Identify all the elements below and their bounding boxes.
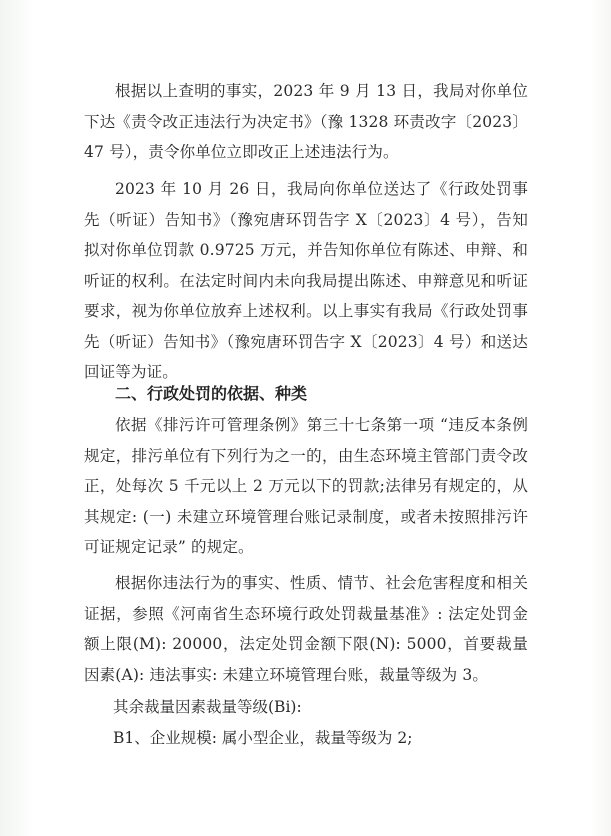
paragraph-facts-order: 根据以上查明的事实，2023 年 9 月 13 日，我局对你单位下达《责令改正违法行为决定书》（豫 1328 环责改字〔2023〕47 号），责令你单位立即改正上述违法行为。 <box>84 82 528 161</box>
paragraph-notice-delivery: 2023 年 10 月 26 日，我局向你单位送达了《行政处罚事先（听证）告知书》（豫宛唐环罚告字 X〔2023〕4 号），告知拟对你单位罚款 0.9725 万元，并告知你单位有陈述、申辩、和听证的权利。在法定时间内未向我局提出陈述、申辩意见和听证要求，视为你单位放弃上述权利。以上事实有我局《行政处罚事先（听证）告知书》（豫宛唐环罚告字 X〔2023〕4 号）和送达回证等为证。 <box>84 180 528 381</box>
other-factors-line: 其余裁量因素裁量等级(Bi): <box>113 698 302 716</box>
b1-factor-line: B1、企业规模: 属小型企业，裁量等级为 2; <box>113 729 413 747</box>
section-heading: 二、行政处罚的依据、种类 <box>115 384 308 403</box>
paragraph-discretion: 根据你违法行为的事实、性质、情节、社会危害程度和相关证据，参照《河南省生态环境行政处罚裁量基准》: 法定处罚金额上限(M): 20000，法定处罚金额下限(N): 5000，首要裁量因素(A): 违法事实: 未建立环境管理台账，裁量等级为 3。 <box>84 574 528 684</box>
paragraph-legal-basis: 依据《排污许可管理条例》第三十七条第一项 “违反本条例规定，排污单位有下列行为之一的，由生态环境主管部门责令改正，处每次 5 千元以上 2 万元以下的罚款;法律另有规定的，从其规定: (一) 未建立环境管理台账记录制度，或者未按照排污许可证规定记录” 的规定。 <box>84 416 528 556</box>
